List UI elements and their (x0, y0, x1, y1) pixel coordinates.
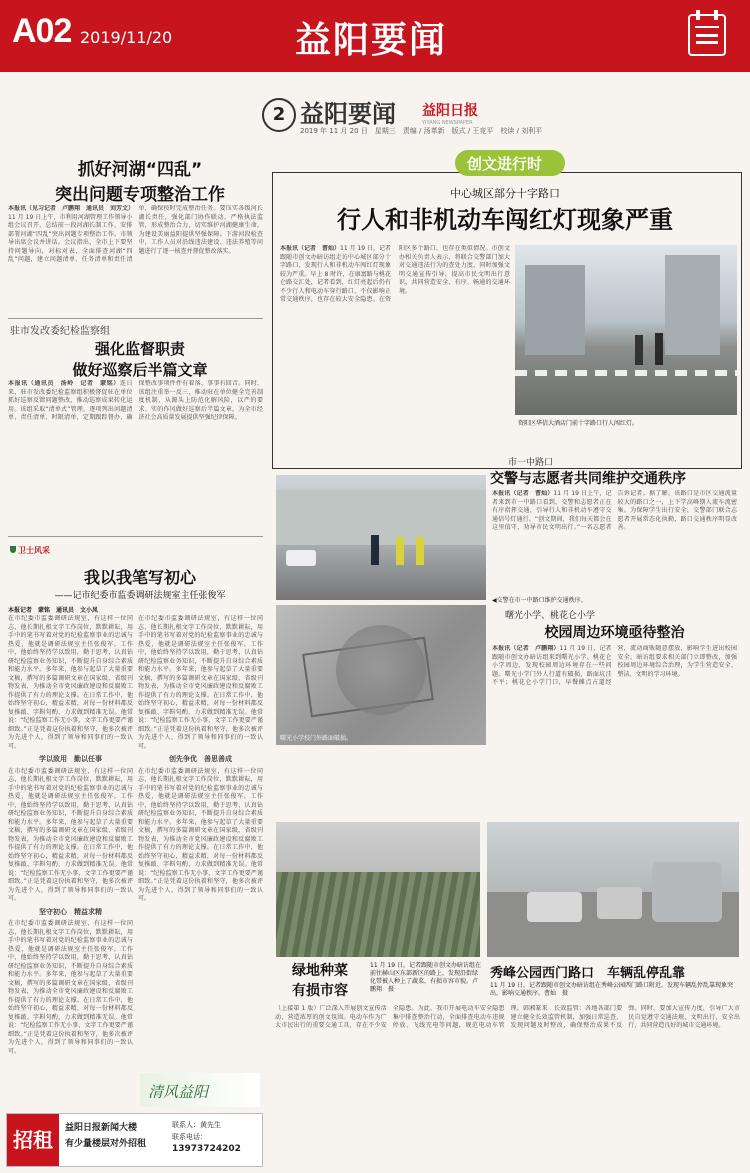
section-3-body: 本报讯（记者 卢鹏翔）11 月 19 日，记者跟随市创文办暗访组来到曙光小学、桃花仑小学周边，发现校园周边环境存在一些问题。曙光小学门外人行道有破损，路面坑洼不平；桃花仑小学门口，早餐摊点占道经营，流动商贩随意摆放，影响学生进出校园安全。暗访组要求相关部门立即整改，加强校园周边环境综合治理，为学生营造安全、整洁、文明的学习环境。 (492, 645, 737, 686)
column-tag: 卫士风采 (10, 545, 50, 556)
main-kicker: 中心城区部分十字路口 (450, 187, 560, 200)
page-circle-number: 2 (262, 98, 296, 132)
article-3-subhead-2: 坚守初心 精益求精 (39, 907, 102, 916)
article-3-subhead-3: 创先争优 善思善成 (169, 755, 232, 763)
section-3-caption: 曙光小学校门外路面破损。 (280, 735, 353, 742)
continuation-body: （上接第 1 版）广泛深入开展创文宣传活动，营造浓厚的创文氛围。电动车作为广大市民出行的重要交通工具，存在不少安全隐患。为此，我市开展电动车安全隐患集中排查整治行动，全面排查电动车违规停放、飞线充电等问题，规范电动车管理。韩湘篆来 长效监管：各地各部门要建立健全长效监管机制，加强日常巡查，发现问题及时整改，确保整治成果不反弹。同时，要加大宣传力度，引导广大市民自觉遵守交通法规，文明出行，安全出行，共同营造良好的城市交通环境。 (275, 1005, 740, 1029)
section-5-title[interactable]: 秀峰公园西门路口 车辆乱停乱靠 (490, 966, 686, 981)
main-body: 本报讯（记者 曹灿）11 月 19 日，记者跟随市创文办暗访组走访中心城区部分十字路口，发现行人和非机动车闯红灯现象较为严重。早上 8 时许，在康富路与桃花仑路交汇处，记者看到，红灯亮起后仍有不少行人和电动车穿行路口，不仅影响正常交通秩序，也存在较大安全隐患。在资阳区多个路口，也存在类似情况。市创文办相关负责人表示，将联合交警部门加大对交通违法行为的查处力度，同时加强文明交通宣传引导，提高市民文明出行意识，共同营造安全、有序、畅通的交通环境。 (280, 245, 510, 303)
masthead-title: 益阳要闻 (300, 99, 396, 128)
masthead (262, 98, 732, 134)
feature-logo-box (140, 1073, 260, 1107)
main-title[interactable]: 行人和非机动车闯红灯现象严重 (337, 206, 673, 234)
article-3-body-col1: 在市纪委市监委调研法规室，有这样一位同志，他长期扎根文字工作岗位，默默耕耘，用手中的笔书写着对党的纪检监察事业的忠诚与热爱，他就是调研法规室主任张俊军。工作中，他始终坚持学以致用，勤于思考，认真钻研纪检监察业务知识，不断提升自身综合素质和能力水平。多年来，他参与起草了大量重要文稿，撰写的多篇调研文章在国家级、省级刊物发表，为推动全市党风廉政建设和反腐败工作提供了有力的理论支撑。在日常工作中，他始终坚守初心，精益求精，对每一份材料都反复推敲、字斟句酌，力求做到精准无误。他常说：“纪检监察工作无小事，文字工作更要严谨细致。”正是凭着这份执着和坚守，他多次被评为先进个人，得到了领导和同事们的一致认可。 学以致用 勤以任事 在市纪委市监委调研法规室，有这样一位同志，他长期扎根文字工作岗位，默默耕耘，用手中的笔书写着对党的纪检监察事业的忠诚与热爱，他就是调研法规室主任张俊军。工作中，他始终坚持学以致用，勤于思考，认真钻研纪检监察业务知识，不断提升自身综合素质和能力水平。多年来，他参与起草了大量重要文稿，撰写的多篇调研文章在国家级、省级刊物发表，为推动全市党风廉政建设和反腐败工作提供了有力的理论支撑。在日常工作中，他始终坚守初心，精益求精，对每一份材料都反复推敲、字斟句酌，力求做到精准无误。他常说：“纪检监察工作无小事，文字工作更要严谨细致。”正是凭着这份执着和坚守，他多次被评为先进个人，得到了领导和同事们的一致认可。 坚守初心 精益求精 在市纪委市监委调研法规室，有这样一位同志，他长期扎根文字工作岗位，默默耕耘，用手中的笔书写着对党的纪检监察事业的忠诚与热爱，他就是调研法规室主任张俊军。工作中，他始终坚持学以致用，勤于思考，认真钻研纪检监察业务知识，不断提升自身综合素质和能力水平。多年来，他参与起草了大量重要文稿，撰写的多篇调研文章在国家级、省级刊物发表，为推动全市党风廉政建设和反腐败工作提供了有力的理论支撑。在日常工作中，他始终坚守初心，精益求精，对每一份材料都反复推敲、字斟句酌，力求做到精准无误。他常说：“纪检监察工作无小事，文字工作更要严谨细致。”正是凭着这份执着和坚守，他多次被评为先进个人，得到了领导和同事们的一致认可。 (8, 615, 133, 1055)
section-3-kicker: 曙光小学、桃花仑小学 (505, 611, 596, 621)
article-3-title[interactable]: 我以我笔写初心 (83, 568, 196, 587)
newspaper-logo: 益阳日报 YIYANG NEWSPAPER (422, 103, 478, 126)
article-3-subhead-1: 学以致用 勤以任事 (39, 755, 102, 763)
article-2-title[interactable]: 强化监督职责 做好巡察后半篇文章 (72, 340, 208, 379)
banner-bg (455, 150, 565, 176)
article-1-title[interactable]: 抓好河湖“四乱” 突出问题专项整治工作 (55, 160, 225, 205)
broken-pavement-photo[interactable] (276, 605, 486, 745)
top-bar (0, 0, 750, 72)
ad-phone-label: 联系电话： (172, 1133, 207, 1141)
section-3-title[interactable]: 校园周边环境亟待整治 (544, 625, 685, 641)
section-2-title[interactable]: 交警与志愿者共同维护交通秩序 (490, 471, 686, 487)
divider (8, 318, 263, 319)
page-number: A02 (12, 12, 72, 50)
parking-photo[interactable] (487, 822, 739, 957)
logo-sub: YIYANG NEWSPAPER (422, 120, 473, 126)
section-2-kicker: 市一中路口 (508, 458, 554, 468)
section-4-title[interactable]: 绿地种菜 有损市容 (292, 963, 348, 999)
divider (8, 536, 263, 537)
article-2-body: 本报讯（通讯员 汤岭 记者 蒙铭）连日来，驻市发改委纪检监察组积极督促驻在单位抓好巡察反馈问题整改，推动巡察成果转化运用。该组采取“清单式”管理，逐项列出问题清单、责任清单、时限清单，定期跟踪督办，确保整改事项件件有着落、事事有回音。同时，该组注重举一反三，推动驻在单位健全完善制度机制，从源头上防范化解风险，以严的要求、实的作风做好巡察后半篇文章，为全市经济社会高质量发展提供坚强纪律保障。 (8, 380, 263, 421)
edition-date: 2019/11/20 (80, 28, 173, 47)
shield-icon (10, 546, 16, 553)
ad-box[interactable] (6, 1113, 263, 1167)
ad-phone: 13973724202 (172, 1144, 241, 1154)
feature-logo: 清风益阳 (148, 1083, 209, 1101)
article-3-byline: 本报记者 蒙铭 通讯员 文小凤 (8, 607, 99, 614)
article-1-body: 本报讯（见习记者 卢鹏翔 通讯员 刘芳文）11 月 19 日上午，市利用河湖管理工作领导小组会议召开，总结前一段河湖长制工作，安排部署河湖“四乱”突出问题专项整治工作。市领导出席会议并讲话。会议指出，全市上下要坚持问题导向，对标对表，全面排查河湖“四乱”问题，建立问题清单、任务清单和责任清单，确保按时完成整治任务。要压实各级河长湖长责任，强化部门协作联动，严格执法监管，形成整治合力，切实维护河湖健康生命，为建设美丽益阳提供坚强保障。下游河段检查中，工作人员对沿线违法建设、违法养殖等问题进行了逐一核查并督促整改落实。 (8, 205, 263, 263)
masthead-meta: 2019 年 11 月 20 日 星期三 责编 / 汤革新 版式 / 王竞平 校读 / 刘利平 (300, 127, 543, 135)
traffic-police-photo[interactable] (276, 475, 486, 600)
main-photo-caption: 资阳区华信大酒店门前十字路口行人闯红灯。 (518, 420, 639, 427)
menu-icon[interactable] (688, 14, 726, 56)
banner-label: 创文进行时 (467, 155, 543, 173)
section-2-caption: ◀交警在市一中路口维护交通秩序。 (492, 597, 587, 604)
section-2-body: 本报讯（记者 曹灿）11 月 19 日上午，记者来到市一中路口看到，交警和志愿者正在有序指挥交通，引导行人和非机动车遵守交通信号灯通行。“创文期间，我们每天都会在这里值守，劝导市民文明出行。”一名志愿者告诉记者。据了解，该路口是市区交通流量较大的路口之一，上下学高峰期人流车流密集。为保障学生出行安全，交警部门联合志愿者开展常态化执勤，路口交通秩序明显改善。 (492, 490, 737, 531)
article-3-body-col2: 在市纪委市监委调研法规室，有这样一位同志，他长期扎根文字工作岗位，默默耕耘，用手中的笔书写着对党的纪检监察事业的忠诚与热爱，他就是调研法规室主任张俊军。工作中，他始终坚持学以致用，勤于思考，认真钻研纪检监察业务知识，不断提升自身综合素质和能力水平。多年来，他参与起草了大量重要文稿，撰写的多篇调研文章在国家级、省级刊物发表，为推动全市党风廉政建设和反腐败工作提供了有力的理论支撑。在日常工作中，他始终坚守初心，精益求精，对每一份材料都反复推敲、字斟句酌，力求做到精准无误。他常说：“纪检监察工作无小事，文字工作更要严谨细致。”正是凭着这份执着和坚守，他多次被评为先进个人，得到了领导和同事们的一致认可。 创先争优 善思善成 在市纪委市监委调研法规室，有这样一位同志，他长期扎根文字工作岗位，默默耕耘，用手中的笔书写着对党的纪检监察事业的忠诚与热爱，他就是调研法规室主任张俊军。工作中，他始终坚持学以致用，勤于思考，认真钻研纪检监察业务知识，不断提升自身综合素质和能力水平。多年来，他参与起草了大量重要文稿，撰写的多篇调研文章在国家级、省级刊物发表，为推动全市党风廉政建设和反腐败工作提供了有力的理论支撑。在日常工作中，他始终坚守初心，精益求精，对每一份材料都反复推敲、字斟句酌，力求做到精准无误。他常说：“纪检监察工作无小事，文字工作更要严谨细致。”正是凭着这份执着和坚守，他多次被评为先进个人，得到了领导和同事们的一致认可。 (138, 615, 263, 902)
ad-line-1: 益阳日报新闻大楼 (65, 1123, 138, 1133)
section-5-caption: 11 月 19 日，记者跟随市创文办暗访组在秀峰公园西门路口附近，发现车辆乱停乱靠现象突出，影响交通秩序。曹灿 摄 (490, 982, 733, 997)
ad-big-label: 招租 (7, 1114, 59, 1166)
ad-line-2: 有少量楼层对外招租 (65, 1139, 147, 1149)
ad-contact: 联系人：黄先生 (172, 1121, 221, 1129)
section-4-caption: 11 月 19 日，记者跟随市创文办暗访组在前往赫山区东部新区的路上，发现沿街绿化带被人种上了蔬菜，有损市容市貌。卢鹏翔 摄 (370, 962, 481, 993)
article-2-kicker: 驻市发改委纪检监察组 (10, 326, 110, 337)
crosswalk-photo[interactable] (515, 245, 737, 415)
vegetable-greenbelt-photo[interactable] (276, 822, 480, 957)
page-title: 益阳要闻 (295, 20, 448, 61)
article-3-subtitle: ——记市纪委市监委调研法规室主任张俊军 (54, 591, 226, 601)
